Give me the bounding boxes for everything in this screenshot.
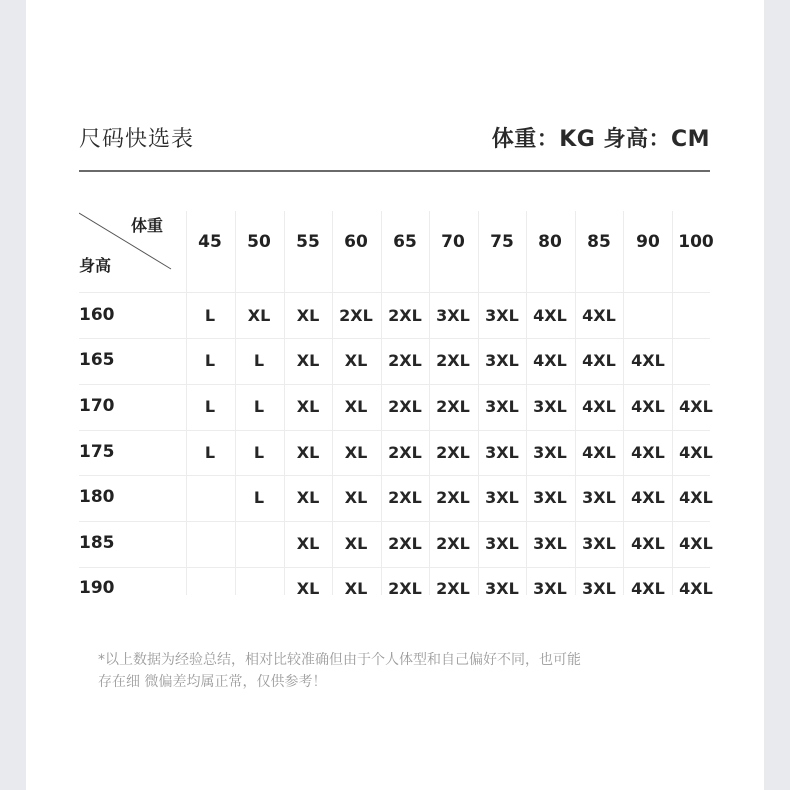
corner-header-cell	[79, 211, 185, 291]
size-cell: XL	[296, 579, 320, 598]
size-cell: 2XL	[388, 443, 422, 462]
size-cell: 4XL	[582, 443, 616, 462]
size-cell: 4XL	[679, 488, 713, 507]
weight-column-header: 70	[441, 232, 465, 252]
size-cell: 3XL	[582, 579, 616, 598]
weight-column-header: 60	[344, 232, 368, 252]
size-cell: 4XL	[679, 397, 713, 416]
units-label: 体重：KG 身高：CM	[491, 127, 710, 152]
weight-column-header: 80	[538, 232, 562, 252]
size-cell: L	[253, 488, 265, 507]
row-separator	[79, 521, 710, 522]
size-cell: XL	[296, 306, 320, 325]
size-cell: 4XL	[631, 443, 665, 462]
title-divider	[79, 170, 710, 172]
size-cell: L	[204, 351, 216, 370]
size-cell: 4XL	[631, 488, 665, 507]
size-cell: 4XL	[582, 351, 616, 370]
size-cell: 4XL	[631, 579, 665, 598]
size-cell: 3XL	[533, 443, 567, 462]
size-cell: XL	[296, 397, 320, 416]
size-cell: L	[204, 397, 216, 416]
size-cell: 2XL	[339, 306, 373, 325]
size-cell: 3XL	[582, 488, 616, 507]
size-cell: 4XL	[679, 534, 713, 553]
size-cell: L	[204, 443, 216, 462]
size-cell: 3XL	[485, 488, 519, 507]
disclaimer-line-1: *以上数据为经验总结，相对比较准确但由于个人体型和自己偏好不同，也可能	[98, 652, 581, 668]
size-cell: 4XL	[631, 534, 665, 553]
size-cell: XL	[344, 397, 368, 416]
size-cell: 3XL	[533, 579, 567, 598]
disclaimer-note	[98, 649, 708, 693]
size-cell: 4XL	[679, 579, 713, 598]
size-cell: L	[253, 443, 265, 462]
size-cell: L	[253, 397, 265, 416]
height-row-header: 165	[79, 350, 115, 370]
height-row-header: 175	[79, 442, 115, 462]
weight-column-header: 65	[393, 232, 417, 252]
height-row-header: 160	[79, 305, 115, 325]
size-cell: XL	[296, 351, 320, 370]
size-cell: 2XL	[388, 306, 422, 325]
size-cell: 4XL	[679, 443, 713, 462]
size-cell: 2XL	[388, 351, 422, 370]
size-cell: 2XL	[436, 579, 470, 598]
size-cell: 2XL	[388, 397, 422, 416]
size-cell: 3XL	[485, 306, 519, 325]
size-cell: 3XL	[582, 534, 616, 553]
weight-column-header: 45	[198, 232, 222, 252]
size-cell: L	[253, 351, 265, 370]
size-cell: 3XL	[485, 579, 519, 598]
size-cell: 4XL	[631, 351, 665, 370]
height-axis-label: 身高	[79, 256, 112, 275]
weight-column-header: 100	[678, 232, 714, 252]
size-cell: 2XL	[436, 488, 470, 507]
size-cell: 2XL	[436, 351, 470, 370]
size-cell: 3XL	[485, 443, 519, 462]
size-cell: 3XL	[533, 534, 567, 553]
size-cell: XL	[296, 443, 320, 462]
chart-title: 尺码快选表	[79, 127, 195, 152]
size-cell: 2XL	[388, 579, 422, 598]
size-cell: 2XL	[436, 397, 470, 416]
weight-column-header: 55	[296, 232, 320, 252]
size-cell: 4XL	[582, 306, 616, 325]
size-cell: XL	[247, 306, 271, 325]
size-cell: XL	[344, 443, 368, 462]
size-cell: XL	[344, 488, 368, 507]
height-row-header: 180	[79, 487, 115, 507]
size-cell: XL	[344, 351, 368, 370]
weight-column-header: 90	[636, 232, 660, 252]
size-cell: 2XL	[436, 534, 470, 553]
disclaimer-line-2: 存在细 微偏差均属正常，仅供参考！	[98, 674, 327, 690]
size-cell: 3XL	[485, 351, 519, 370]
size-cell: 2XL	[388, 488, 422, 507]
row-separator	[79, 338, 710, 339]
size-cell: XL	[344, 579, 368, 598]
height-row-header: 170	[79, 396, 115, 416]
weight-axis-label: 体重	[131, 216, 164, 235]
size-cell: 2XL	[388, 534, 422, 553]
height-row-header: 185	[79, 533, 115, 553]
size-cell: XL	[344, 534, 368, 553]
row-separator	[79, 384, 710, 385]
size-cell: 2XL	[436, 443, 470, 462]
size-cell: 4XL	[533, 351, 567, 370]
weight-column-header: 85	[587, 232, 611, 252]
row-separator	[79, 292, 710, 293]
row-separator	[79, 430, 710, 431]
size-cell: XL	[296, 534, 320, 553]
size-cell: 3XL	[485, 397, 519, 416]
weight-column-header: 75	[490, 232, 514, 252]
size-cell: 3XL	[485, 534, 519, 553]
row-separator	[79, 475, 710, 476]
size-cell: 4XL	[631, 397, 665, 416]
size-cell: 3XL	[533, 488, 567, 507]
size-cell: XL	[296, 488, 320, 507]
height-row-header: 190	[79, 578, 115, 598]
size-cell: L	[204, 306, 216, 325]
size-cell: 3XL	[436, 306, 470, 325]
weight-column-header: 50	[247, 232, 271, 252]
size-cell: 3XL	[533, 397, 567, 416]
size-cell: 4XL	[582, 397, 616, 416]
row-separator	[79, 567, 710, 568]
size-cell: 4XL	[533, 306, 567, 325]
